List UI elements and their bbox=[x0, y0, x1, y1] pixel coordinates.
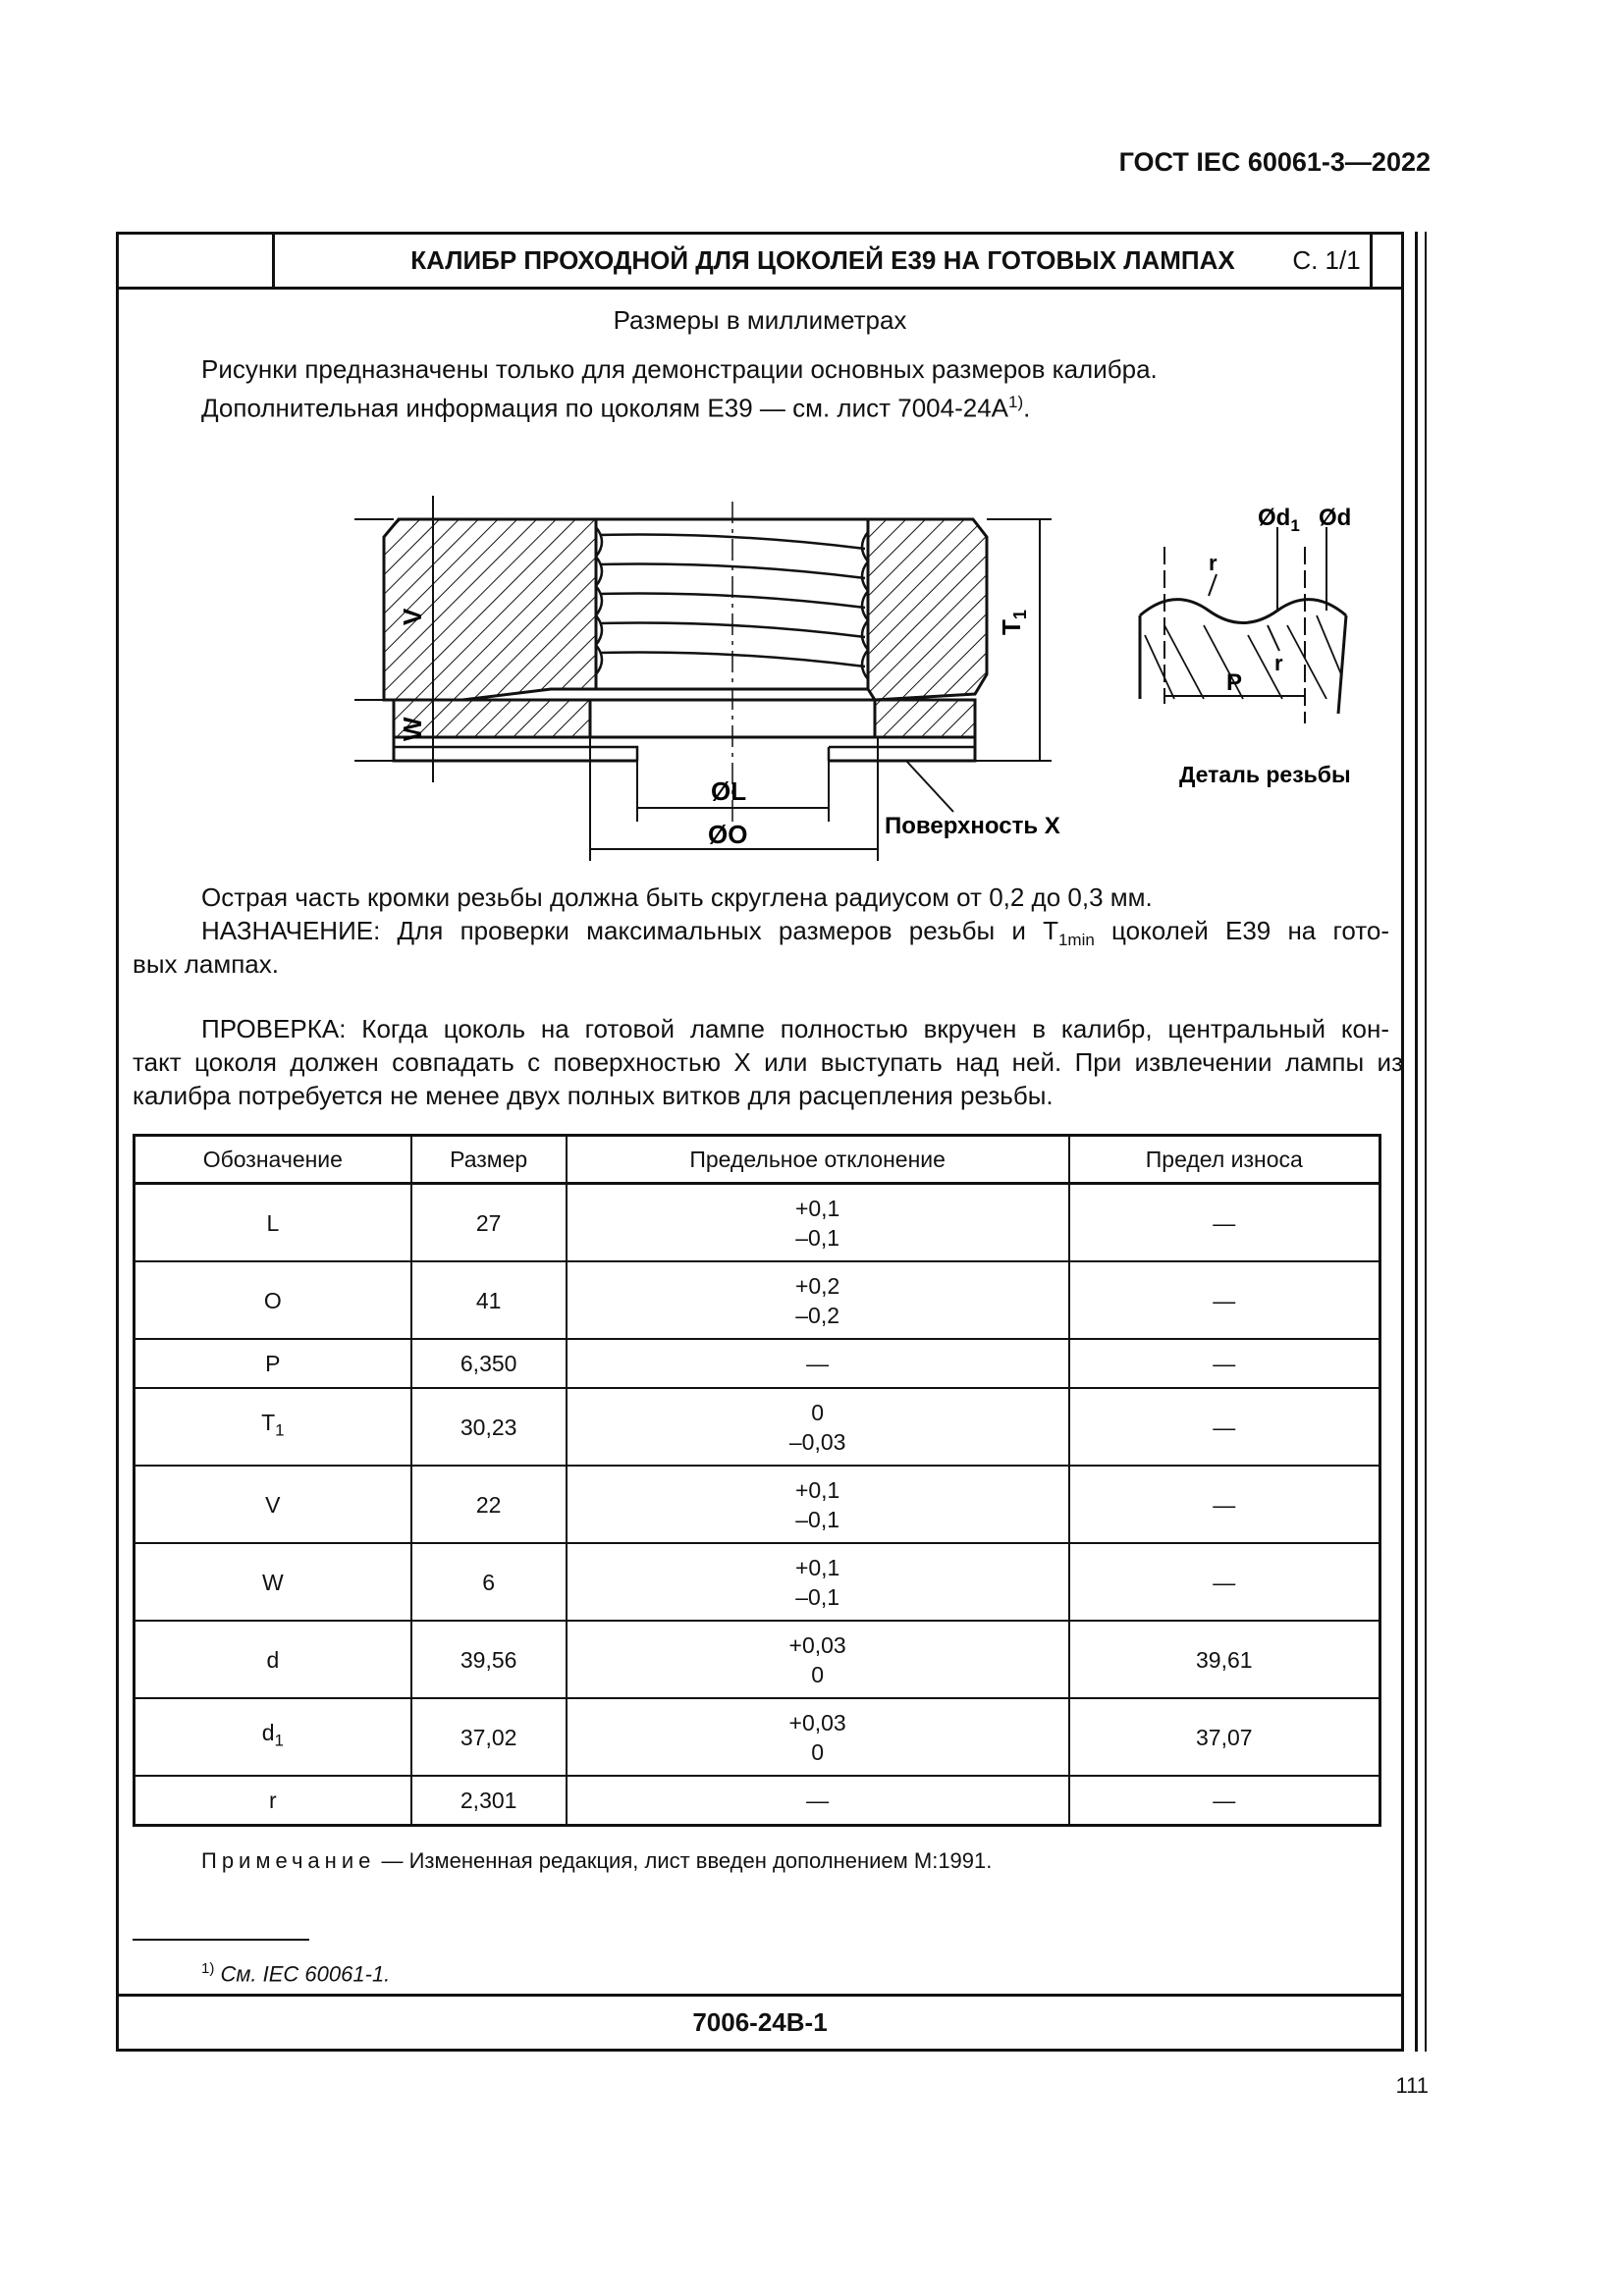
cell-tolerance: 0 –0,03 bbox=[567, 1388, 1069, 1466]
header-size: Размер bbox=[411, 1136, 567, 1184]
title-left-cell bbox=[119, 235, 275, 287]
cell-size: 22 bbox=[411, 1466, 567, 1543]
surface-x-label: Поверхность X bbox=[885, 813, 1060, 839]
sheet-number: С. 1/1 bbox=[1292, 245, 1361, 275]
check-line-2: такт цоколя должен совпадать с поверхностью X или выступать над ней. При извлечении лампы из bbox=[133, 1047, 1403, 1077]
label-v: V bbox=[398, 608, 427, 625]
cell-wear-limit: — bbox=[1069, 1466, 1380, 1543]
dimensions-table bbox=[133, 1134, 1381, 1827]
cell-tolerance: +0,03 0 bbox=[567, 1698, 1069, 1776]
label-w: W bbox=[398, 717, 427, 741]
cell-wear-limit: — bbox=[1069, 1388, 1380, 1466]
sharp-edge-note: Острая часть кромки резьбы должна быть скруглена радиусом от 0,2 до 0,3 мм. bbox=[201, 882, 1153, 912]
header-tolerance: Предельное отклонение bbox=[567, 1136, 1069, 1184]
cell-size: 39,56 bbox=[411, 1621, 567, 1698]
header-wear-limit: Предел износа bbox=[1069, 1136, 1380, 1184]
table-row bbox=[135, 1261, 1380, 1339]
cell-size: 41 bbox=[411, 1261, 567, 1339]
intro-line-2 bbox=[201, 386, 1030, 425]
cell-tolerance: +0,1 –0,1 bbox=[567, 1466, 1069, 1543]
sheet-id: 7006-24B-1 bbox=[119, 1994, 1401, 2049]
sheet-frame bbox=[116, 232, 1404, 2052]
cell-wear-limit: — bbox=[1069, 1339, 1380, 1388]
purpose-line-2: вых лампах. bbox=[133, 949, 279, 979]
cell-wear-limit: — bbox=[1069, 1184, 1380, 1262]
cell-tolerance: +0,1 –0,1 bbox=[567, 1543, 1069, 1621]
page-number: 111 bbox=[1395, 2073, 1429, 2098]
gauge-section bbox=[384, 502, 987, 833]
label-t1: $T_1$ bbox=[997, 610, 1030, 635]
intro-end: . bbox=[1023, 393, 1031, 423]
detail-caption: Деталь резьбы bbox=[1179, 762, 1351, 787]
check-line-1: ПРОВЕРКА: Когда цоколь на готовой лампе полностью вкручен в калибр, центральный кон- bbox=[201, 1014, 1389, 1043]
gauge-drawing bbox=[276, 488, 1356, 861]
cell-size: 6,350 bbox=[411, 1339, 567, 1388]
footnote-ref: 1) bbox=[1008, 393, 1024, 411]
cell-size: 30,23 bbox=[411, 1388, 567, 1466]
table-row bbox=[135, 1776, 1380, 1826]
cell-designation: L bbox=[135, 1184, 411, 1262]
cell-designation: d bbox=[135, 1621, 411, 1698]
footnote-rule bbox=[133, 1939, 309, 1941]
note: Примечание — Измененная редакция, лист введен дополнением М:1991. bbox=[201, 1848, 993, 1873]
cell-wear-limit: 37,07 bbox=[1069, 1698, 1380, 1776]
check-line-3: калибра потребуется не менее двух полных витков для расцепления резьбы. bbox=[133, 1081, 1054, 1110]
footnote: $^{1)}$ См. IEC 60061-1. bbox=[201, 1960, 391, 1987]
table-header-row bbox=[135, 1136, 1380, 1184]
cell-designation: r bbox=[135, 1776, 411, 1826]
cell-tolerance: +0,2 –0,2 bbox=[567, 1261, 1069, 1339]
cell-designation: W bbox=[135, 1543, 411, 1621]
cell-size: 6 bbox=[411, 1543, 567, 1621]
label-r-top: r bbox=[1209, 551, 1217, 575]
label-d: Ød bbox=[1319, 505, 1352, 531]
cell-tolerance: +0,1 –0,1 bbox=[567, 1184, 1069, 1262]
sheet-title: КАЛИБР ПРОХОДНОЙ ДЛЯ ЦОКОЛЕЙ Е39 НА ГОТОВЫХ ЛАМПАХ bbox=[276, 235, 1373, 287]
label-r-bottom: r bbox=[1274, 651, 1283, 675]
table-row bbox=[135, 1543, 1380, 1621]
label-o: ØO bbox=[708, 820, 748, 849]
label-l: ØL bbox=[711, 776, 747, 806]
cell-size: 27 bbox=[411, 1184, 567, 1262]
cell-wear-limit: 39,61 bbox=[1069, 1621, 1380, 1698]
table-row bbox=[135, 1184, 1380, 1262]
intro-text: Дополнительная информация по цоколям Е39 — см. лист 7004-24A bbox=[201, 393, 1009, 423]
label-p: P bbox=[1226, 669, 1243, 696]
cell-size: 2,301 bbox=[411, 1776, 567, 1826]
cell-tolerance: — bbox=[567, 1776, 1069, 1826]
table-row bbox=[135, 1339, 1380, 1388]
table-row bbox=[135, 1466, 1380, 1543]
frame-edge-line bbox=[1425, 232, 1427, 2052]
cell-wear-limit: — bbox=[1069, 1543, 1380, 1621]
cell-size: 37,02 bbox=[411, 1698, 567, 1776]
units-note: Размеры в миллиметрах bbox=[613, 305, 907, 335]
cell-wear-limit: — bbox=[1069, 1261, 1380, 1339]
purpose-line-1: НАЗНАЧЕНИЕ: Для проверки максимальных размеров резьбы и $T_{1min}$ цоколей Е39 на гото- bbox=[201, 916, 1389, 950]
table-row bbox=[135, 1698, 1380, 1776]
cell-wear-limit: — bbox=[1069, 1776, 1380, 1826]
cell-designation: O bbox=[135, 1261, 411, 1339]
label-d1: $Ød_1$ bbox=[1258, 505, 1300, 535]
thread-detail bbox=[1140, 527, 1346, 723]
frame-edge-line bbox=[1415, 232, 1418, 2052]
cell-tolerance: — bbox=[567, 1339, 1069, 1388]
header-designation: Обозначение bbox=[135, 1136, 411, 1184]
cell-designation: $d_1$ bbox=[135, 1698, 411, 1776]
cell-tolerance: +0,03 0 bbox=[567, 1621, 1069, 1698]
cell-designation: P bbox=[135, 1339, 411, 1388]
table-row bbox=[135, 1621, 1380, 1698]
title-block bbox=[119, 235, 1401, 290]
table-row bbox=[135, 1388, 1380, 1466]
document-code: ГОСТ IEC 60061-3—2022 bbox=[1118, 147, 1431, 177]
cell-designation: $T_1$ bbox=[135, 1388, 411, 1466]
intro-line-1: Рисунки предназначены только для демонстрации основных размеров калибра. bbox=[201, 354, 1158, 384]
cell-designation: V bbox=[135, 1466, 411, 1543]
